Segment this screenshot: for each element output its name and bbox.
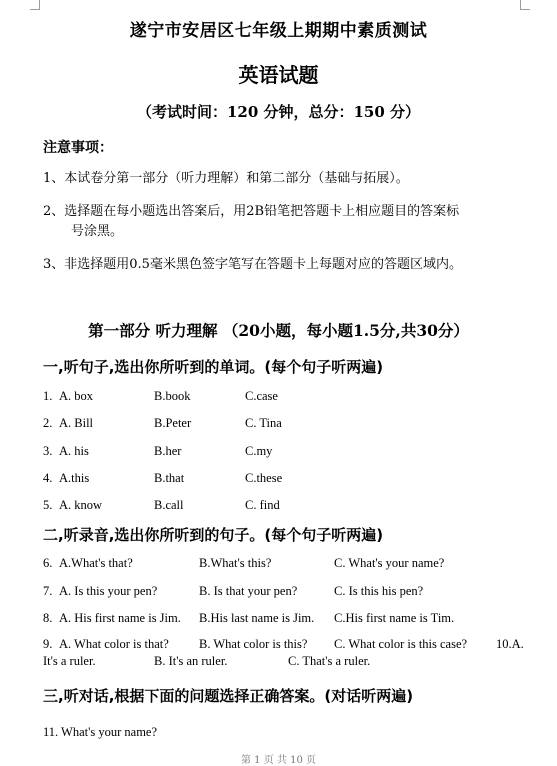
q5-number: 5. [43,498,53,512]
q10-number: 10.A. [496,637,524,651]
q1-option-b: B.book [154,389,191,403]
notice-title: 注意事项： [43,140,113,156]
section1-heading: 一,听句子,选出你所听到的单词。(每个句子听两遍) [43,358,384,376]
q9-number: 9. [43,637,53,651]
q4-option-b: B.that [154,471,185,485]
q10-option-c: C. That's a ruler. [288,654,371,668]
exam-title: 遂宁市安居区七年级上期期中素质测试 [129,21,428,41]
q3-number: 3. [43,444,53,458]
q9-option-c: C. What color is this case? [334,637,468,651]
part1-heading: 第一部分 听力理解 （20小题，每小题1.5分,共30分） [88,321,469,340]
notice-item-1: 1、本试卷分第一部分（听力理解）和第二部分（基础与拓展）。 [43,171,409,186]
q10-option-a: It's a ruler. [43,654,96,668]
q3-option-c: C.my [245,444,273,458]
q2-option-c: C. Tina [245,416,282,430]
exam-info: （考试时间：120 分钟，总分：150 分） [136,103,421,121]
q4-number: 4. [43,471,53,485]
q3-option-b: B.her [154,444,182,458]
section2-heading: 二,听录音,选出你所听到的句子。(每个句子听两遍) [43,526,384,544]
q7-number: 7. [43,584,53,598]
q2-option-b: B.Peter [154,416,192,430]
subject-title: 英语试题 [238,63,319,87]
q5-option-b: B.call [154,498,184,512]
q8-option-b: B.His last name is Jim. [199,611,315,625]
q6-option-b: B.What's this? [199,556,272,570]
q8-option-a: A. His first name is Jim. [59,611,181,625]
q8-option-c: C.His first name is Tim. [334,611,455,625]
q7-option-a: A. Is this your pen? [59,584,158,598]
q1-option-c: C.case [245,389,278,403]
q1-option-a: A. box [59,389,94,403]
q7-option-c: C. Is this his pen? [334,584,424,598]
notice-item-2-continued: 号涂黑。 [71,224,124,239]
q2-option-a: A. Bill [59,416,94,430]
section3-heading: 三,听对话,根据下面的问题选择正确答案。(对话听两遍) [43,687,414,705]
q7-option-b: B. Is that your pen? [199,584,298,598]
q6-option-c: C. What's your name? [334,556,445,570]
q4-option-c: C.these [245,471,283,485]
q2-number: 2. [43,416,53,430]
notice-item-3: 3、非选择题用0.5毫米黑色签字笔写在答题卡上每题对应的答题区域内。 [43,257,462,272]
q8-number: 8. [43,611,53,625]
page-footer: 第 1 页 共 10 页 [241,755,316,766]
q9-option-a: A. What color is that? [59,637,169,651]
q9-option-b: B. What color is this? [199,637,308,651]
crop-mark-top-right [520,0,530,10]
notice-item-2: 2、选择题在每小题选出答案后，用2B铅笔把答题卡上相应题目的答案标 [43,204,460,219]
q4-option-a: A.this [59,471,90,485]
q5-option-c: C. find [245,498,280,512]
q3-option-a: A. his [59,444,89,458]
q10-option-b: B. It's an ruler. [154,654,228,668]
q6-number: 6. [43,556,53,570]
q11-question: 11. What's your name? [43,725,158,739]
q5-option-a: A. know [59,498,103,512]
q1-number: 1. [43,389,53,403]
q6-option-a: A.What's that? [59,556,133,570]
crop-mark-top-left [30,0,40,10]
